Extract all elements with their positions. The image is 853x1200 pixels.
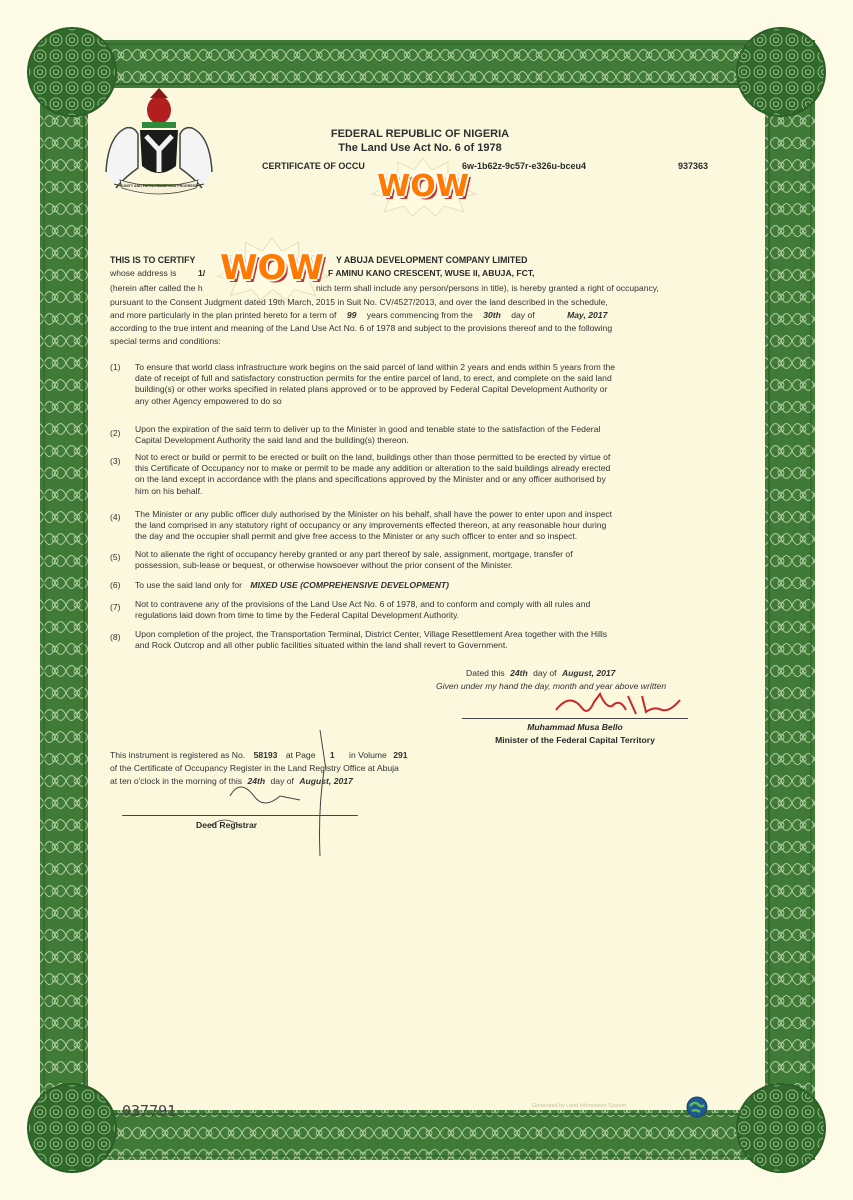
intro-line5 bbox=[110, 310, 730, 321]
condition-3 bbox=[135, 452, 725, 497]
condition-4-line: the day and the occupier shall permit and give free access to the Minister or any such officer to enter and so inspect. bbox=[135, 531, 578, 542]
cert-code: 6w-1b62z-9c57r-e326u-bceu4 bbox=[462, 161, 587, 171]
dated-day: 24th bbox=[510, 668, 528, 678]
condition-4-line: The Minister or any public officer duly authorised by the Minister on his behalf, shall have the power to enter upon and inspect bbox=[135, 509, 613, 519]
intro-line7: special terms and conditions: bbox=[110, 336, 221, 346]
registry-volume: 291 bbox=[393, 750, 408, 760]
condition-5-num: (5) bbox=[110, 552, 121, 562]
registry-dayof: day of bbox=[270, 776, 294, 786]
condition-3-line: on the land except in accordance with the plans and specifications approved by the Minister and or any officer authorised by bbox=[135, 474, 606, 485]
serial-number: 037791 bbox=[122, 1102, 177, 1120]
term-years: 99 bbox=[346, 310, 357, 320]
registry-text3: at ten o'clock in the morning of this bbox=[110, 776, 243, 786]
term-commencing: years commencing from the bbox=[366, 310, 473, 320]
globe-seal-icon bbox=[686, 1096, 708, 1118]
condition-8-line: and Rock Outcrop and all other public facilities situated within the land shall revert to Government. bbox=[135, 640, 508, 651]
deed-registrar: Deed Registrar bbox=[196, 820, 258, 830]
condition-7-line: regulations laid down from time to time by the Federal Capital Development Authority. bbox=[135, 610, 460, 621]
condition-2-num: (2) bbox=[110, 428, 121, 438]
condition-1 bbox=[135, 362, 725, 407]
condition-1-line: building(s) or other works specified in related plans approved or to be approved by Federal Capital Development Authority or bbox=[135, 384, 608, 395]
condition-3-line: Not to erect or build or permit to be erected or built on the land, buildings other than those permitted to be erected by virtue of bbox=[135, 452, 611, 462]
watermark-text: Generated by Land Information System bbox=[532, 1103, 627, 1109]
registrar-signature-line bbox=[122, 815, 358, 816]
given-under-hand: Given under my hand the day, month and year above written bbox=[436, 681, 667, 691]
signer-name: Muhammad Musa Bello bbox=[527, 722, 623, 732]
start-day: 30th bbox=[483, 310, 501, 320]
wow-sticker-2 bbox=[212, 236, 332, 300]
condition-4-num: (4) bbox=[110, 512, 121, 522]
registrar-signature bbox=[200, 730, 360, 860]
address-text: F AMINU KANO CRESCENT, WUSE II, ABUJA, FCT, bbox=[328, 268, 535, 278]
condition-4 bbox=[135, 509, 725, 543]
wow-sticker-1 bbox=[368, 156, 478, 216]
address-partial: 1/ bbox=[198, 268, 206, 278]
cert-number: 937363 bbox=[678, 161, 709, 171]
condition-2 bbox=[135, 424, 725, 446]
address-label: whose address is bbox=[110, 268, 177, 278]
intro-line3: (herein after called the h bbox=[110, 283, 203, 293]
condition-7-num: (7) bbox=[110, 602, 121, 612]
dated-line bbox=[466, 668, 615, 679]
coat-motto: UNITY AND FAITH, PEACE AND PROGRESS bbox=[122, 184, 198, 188]
condition-1-line: any other Agency empowered to do so bbox=[135, 395, 282, 406]
dated-dayof: day of bbox=[533, 668, 557, 678]
condition-5-line: Not to alienate the right of occupancy hereby granted or any part thereof by sale, assignment, mortgage, transfer of bbox=[135, 549, 573, 559]
land-use: MIXED USE (COMPREHENSIVE DEVELOPMENT) bbox=[250, 580, 450, 590]
coat-of-arms-icon bbox=[98, 88, 220, 196]
company-name: Y ABUJA DEVELOPMENT COMPANY LIMITED bbox=[336, 255, 528, 265]
condition-8-num: (8) bbox=[110, 632, 121, 642]
intro-line4: pursuant to the Consent Judgment dated 19th March, 2015 in Suit No. CV/4527/2013, and over the land described in the schedule, bbox=[110, 297, 608, 307]
start-month: May, 2017 bbox=[567, 310, 608, 320]
registry-number: 58193 bbox=[253, 750, 278, 760]
condition-6-num: (6) bbox=[110, 580, 121, 590]
condition-6 bbox=[135, 580, 725, 591]
intro-line3b: nich term shall include any person/persons in title), is hereby granted a right of occupancy, bbox=[316, 283, 659, 293]
registry-month: August, 2017 bbox=[299, 776, 353, 786]
registry-page-label: at Page bbox=[285, 750, 316, 760]
condition-7-line: Not to contravene any of the provisions of the Land Use Act No. 6 of 1978, and to conform and comply with all rules and bbox=[135, 599, 591, 609]
condition-1-line: date of receipt of full and satisfactory construction permits for the entire parcel of land, to erect, and complete on the said land bbox=[135, 373, 612, 384]
cert-label: CERTIFICATE OF OCCU bbox=[262, 161, 365, 171]
condition-7 bbox=[135, 599, 725, 621]
minister-signature bbox=[550, 688, 690, 720]
condition-5-line: possession, sub-lease or bequest, or otherwise howsoever without the prior consent of the Minister. bbox=[135, 560, 513, 571]
dated-month: August, 2017 bbox=[561, 668, 616, 678]
minister-signature-line bbox=[462, 718, 688, 719]
intro-line6: according to the true intent and meaning of the Land Use Act No. 6 of 1978 and subject to the provisions thereof and to the following bbox=[110, 323, 613, 333]
condition-8-line: Upon completion of the project, the Transportation Terminal, District Center, Village Resettlement Area together with the Hills bbox=[135, 629, 608, 639]
registry-volume-label: in Volume bbox=[349, 750, 387, 760]
country-title: FEDERAL REPUBLIC OF NIGERIA bbox=[330, 128, 510, 140]
start-dayof: day of bbox=[511, 310, 535, 320]
wow-label-2: WOW bbox=[220, 248, 324, 288]
dated-label: Dated this bbox=[466, 668, 505, 678]
signer-title: Minister of the Federal Capital Territory bbox=[495, 735, 655, 745]
term-text: and more particularly in the plan printed hereto for a term of bbox=[110, 310, 337, 320]
condition-2-line: Capital Development Authority the said land and the building(s) thereon. bbox=[135, 435, 409, 446]
condition-3-line: him on his behalf. bbox=[135, 485, 203, 496]
certify-prefix: THIS IS TO CERTIFY bbox=[110, 255, 196, 265]
registry-page: 1 bbox=[329, 750, 335, 760]
condition-3-num: (3) bbox=[110, 456, 121, 466]
condition-1-num: (1) bbox=[110, 362, 121, 372]
wow-label-1: WOW bbox=[377, 168, 469, 204]
condition-6-line: To use the said land only for bbox=[135, 580, 243, 590]
registry-day: 24th bbox=[247, 776, 266, 786]
condition-3-line: this Certificate of Occupancy nor to make or permit to be made any addition or alteration to the said buildings already erected bbox=[135, 463, 611, 474]
condition-4-line: the land comprised in any statutory right of occupancy or any improvements effected thereon, at any reasonable hour during bbox=[135, 520, 607, 531]
registry-line2: of the Certificate of Occupancy Register in the Land Registry Office at Abuja bbox=[110, 763, 399, 773]
condition-1-line: To ensure that world class infrastructure work begins on the said parcel of land within 2 years and ends within 5 years from the bbox=[135, 362, 616, 372]
condition-5 bbox=[135, 549, 725, 571]
registry-text1: This instrument is registered as No. bbox=[110, 750, 246, 760]
act-title: The Land Use Act No. 6 of 1978 bbox=[338, 142, 502, 154]
condition-2-line: Upon the expiration of the said term to deliver up to the Minister in good and tenable state to the satisfaction of the Federal bbox=[135, 424, 601, 434]
condition-8 bbox=[135, 629, 725, 651]
